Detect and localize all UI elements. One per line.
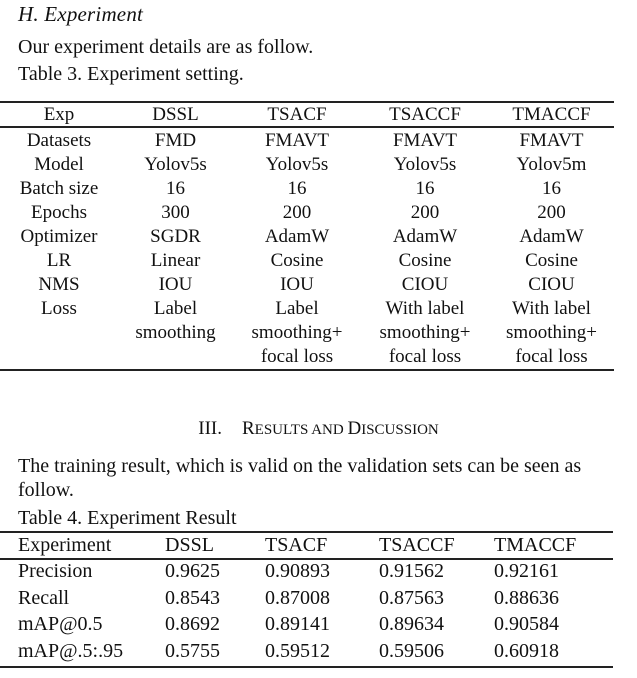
cell-line: smoothing+ bbox=[379, 322, 471, 343]
table-cell: CIOU bbox=[528, 274, 575, 295]
table-cell: AdamW bbox=[392, 226, 458, 247]
table-cell: Cosine bbox=[525, 250, 578, 271]
table-cell: FMD bbox=[154, 130, 197, 151]
table-cell: 0.5755 bbox=[165, 639, 220, 662]
table-cell: 0.8692 bbox=[165, 613, 220, 635]
table-cell: FMAVT bbox=[392, 130, 458, 151]
table-cell bbox=[489, 297, 614, 369]
row-label: mAP@0.5 bbox=[18, 613, 103, 635]
table-cell: AdamW bbox=[264, 226, 330, 247]
results-intro-paragraph: The training result, which is valid on the validation sets can be seen as follow. bbox=[18, 455, 582, 501]
cell-line: With label bbox=[512, 298, 591, 319]
table-cell: 0.59506 bbox=[379, 639, 444, 662]
table4-header-cell: TSACCF bbox=[379, 534, 455, 556]
table-row bbox=[0, 273, 614, 297]
cell-line: focal loss bbox=[515, 346, 588, 367]
table-cell-best: 0.60918 bbox=[494, 639, 559, 662]
cell-line: Label bbox=[275, 298, 319, 319]
table-cell: CIOU bbox=[401, 274, 449, 295]
table-cell: 0.90893 bbox=[265, 560, 330, 582]
table-cell: 200 bbox=[537, 202, 566, 223]
table-cell: 0.92161 bbox=[494, 560, 559, 582]
table-cell: Yolov5s bbox=[265, 154, 329, 175]
table4-header-cell: DSSL bbox=[165, 534, 214, 556]
table-cell: 16 bbox=[166, 178, 185, 199]
cell-line: Label bbox=[153, 298, 198, 319]
table-cell: FMAVT bbox=[264, 130, 330, 151]
table-row bbox=[0, 225, 614, 249]
row-label: Epochs bbox=[31, 202, 87, 223]
table4-header-cell: TMACCF bbox=[494, 534, 577, 556]
table-row bbox=[0, 558, 613, 585]
row-label: LR bbox=[46, 250, 72, 271]
table-cell: IOU bbox=[280, 274, 314, 295]
table-cell: Yolov5s bbox=[144, 154, 207, 175]
table3-header-cell: Exp bbox=[43, 104, 75, 125]
table-cell: 16 bbox=[287, 178, 307, 199]
table-cell bbox=[361, 297, 489, 369]
table3-header-cell: TMACCF bbox=[512, 104, 591, 125]
row-label: Model bbox=[34, 154, 84, 175]
table-cell: 300 bbox=[161, 202, 190, 223]
table-cell: 0.8543 bbox=[165, 586, 220, 609]
table-row bbox=[0, 611, 613, 638]
table-cell-best: 0.90584 bbox=[494, 613, 559, 635]
cell-line: focal loss bbox=[388, 346, 462, 367]
row-label: Precision bbox=[18, 560, 93, 582]
table4-header-cell: Experiment bbox=[18, 534, 112, 556]
table4-header-cell: TSACF bbox=[265, 534, 328, 556]
table-cell: Cosine bbox=[270, 250, 324, 271]
cell-line: smoothing bbox=[135, 322, 216, 343]
table-row bbox=[0, 129, 614, 153]
table-cell: 0.59512 bbox=[265, 639, 330, 662]
table-row bbox=[0, 585, 613, 612]
cell-line: focal loss bbox=[260, 346, 334, 367]
table-cell: 0.89634 bbox=[379, 613, 444, 635]
table-cell: Yolov5s bbox=[393, 154, 457, 175]
table-cell: Linear bbox=[150, 250, 201, 271]
table-cell: 16 bbox=[415, 178, 435, 199]
table-cell-best: 0.9625 bbox=[165, 560, 220, 582]
table-cell: AdamW bbox=[519, 226, 584, 247]
row-label: Batch size bbox=[19, 178, 99, 199]
table3-header-row bbox=[0, 103, 614, 127]
cell-line: smoothing+ bbox=[251, 322, 343, 343]
table-cell: Yolov5m bbox=[516, 154, 587, 175]
row-label: mAP@.5:.95 bbox=[18, 639, 124, 662]
table4-experiment-result bbox=[0, 533, 613, 664]
table-cell-best: 0.88636 bbox=[494, 586, 559, 609]
table-cell bbox=[118, 297, 233, 369]
table-row bbox=[0, 249, 614, 273]
table-cell: 200 bbox=[410, 202, 440, 223]
table-row bbox=[0, 153, 614, 177]
table-cell: 0.91562 bbox=[379, 560, 444, 582]
row-label: Optimizer bbox=[20, 226, 98, 247]
table-row bbox=[0, 201, 614, 225]
results-section-heading: III. RESULTS AND DISCUSSION bbox=[198, 418, 439, 439]
table-cell: 200 bbox=[282, 202, 312, 223]
table-cell: Cosine bbox=[398, 250, 452, 271]
table-cell: IOU bbox=[158, 274, 193, 295]
table-cell: 0.87563 bbox=[379, 586, 444, 609]
table-row bbox=[0, 297, 614, 369]
table4-bottom-rule bbox=[0, 666, 613, 668]
table3-experiment-setting bbox=[0, 103, 614, 369]
table3-header-cell: TSACF bbox=[267, 104, 327, 125]
section-heading: H. Experiment bbox=[18, 2, 144, 26]
row-label: Datasets bbox=[26, 130, 92, 151]
table-cell: 0.87008 bbox=[265, 586, 330, 609]
table4-caption: Table 4. Experiment Result bbox=[18, 507, 237, 529]
row-label: Loss bbox=[41, 298, 77, 319]
table-cell: FMAVT bbox=[519, 130, 584, 151]
table4-header-row bbox=[0, 533, 613, 558]
table3-caption: Table 3. Experiment setting. bbox=[18, 63, 244, 85]
row-label: NMS bbox=[38, 274, 80, 295]
section-intro-paragraph: Our experiment details are as follow. bbox=[18, 36, 314, 58]
table-cell bbox=[233, 297, 361, 369]
table3-bottom-rule bbox=[0, 369, 614, 371]
table3-header-cell: TSACCF bbox=[389, 104, 461, 125]
table-cell: 0.89141 bbox=[265, 613, 330, 635]
section-numeral: III. bbox=[198, 418, 222, 439]
table-cell: SGDR bbox=[150, 226, 201, 247]
table-row bbox=[0, 177, 614, 201]
table-row bbox=[0, 638, 613, 665]
cell-line: smoothing+ bbox=[506, 322, 597, 343]
row-label: Recall bbox=[18, 586, 70, 609]
table3-header-cell: DSSL bbox=[152, 104, 199, 125]
cell-line: With label bbox=[385, 298, 465, 319]
table-cell: 16 bbox=[542, 178, 561, 199]
